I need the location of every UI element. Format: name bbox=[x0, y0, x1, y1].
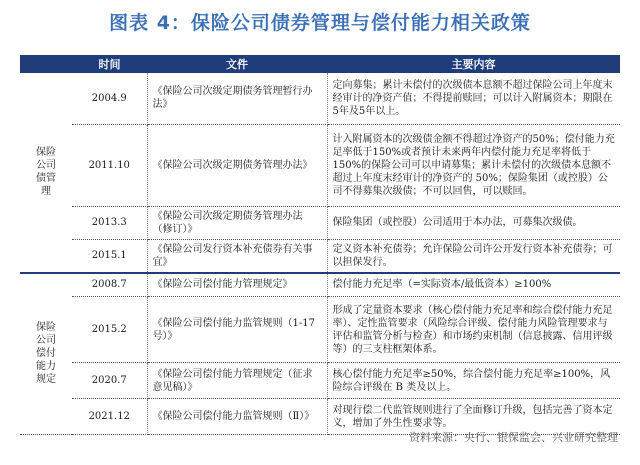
content-cell: 核心偿付能力充足率≥50%，综合偿付能力充足率≥100%，风险综合评级在 B 类及以上。 bbox=[327, 363, 620, 399]
doc-cell: 《保险公司发行资本补充债券有关事宜》 bbox=[147, 239, 327, 273]
year-cell: 2011.10 bbox=[72, 124, 147, 206]
table-row bbox=[20, 124, 620, 206]
year-cell: 2004.9 bbox=[72, 73, 147, 124]
year-cell: 2020.7 bbox=[72, 363, 147, 399]
content-cell: 保险集团（或控股）公司适用于本办法，可募集次级债。 bbox=[327, 206, 620, 239]
table-header-row bbox=[20, 55, 620, 73]
table-row bbox=[20, 73, 620, 124]
table-row bbox=[20, 297, 620, 363]
figure-title: 图表 4：保险公司债券管理与偿付能力相关政策 bbox=[109, 12, 531, 34]
content-cell: 对现行偿二代监管规则进行了全面修订升级，包括完善了资本定义，增加了外生性要求等。 bbox=[327, 399, 620, 435]
year-cell: 2008.7 bbox=[72, 273, 147, 297]
table-row bbox=[20, 273, 620, 297]
table-row bbox=[20, 206, 620, 239]
year-cell: 2021.12 bbox=[72, 399, 147, 435]
content-cell: 定义资本补充债券；允许保险公司许公开发行资本补充债券；可以担保发行。 bbox=[327, 239, 620, 273]
content-cell: 定向募集；累计未偿付的次级债本息额不超过保险公司上年度末经审计的净资产值；不得提前赎回；可以计入附属资本；期限在5年及5年以上。 bbox=[327, 73, 620, 124]
year-cell: 2015.1 bbox=[72, 239, 147, 273]
doc-cell: 《保险公司偿付能力管理规定（征求意见稿）》 bbox=[147, 363, 327, 399]
content-cell: 形成了定量资本要求（核心偿付能力充足率和综合偿付能力充足率）、定性监管要求（风险综合评级、偿付能力风险管理要求与评估和监管分析与检查）和市场约束机制（信息披露、信用评级等）的三支柱框架体系。 bbox=[327, 297, 620, 363]
table-row bbox=[20, 239, 620, 273]
doc-cell: 《保险公司偿付能力监管规则（1-17号）》 bbox=[147, 297, 327, 363]
category-cell bbox=[20, 73, 72, 273]
category-cell bbox=[20, 273, 72, 435]
doc-cell: 《保险公司次级定期债务管理办法》 bbox=[147, 124, 327, 206]
doc-cell: 《保险公司偿付能力监管规则（Ⅱ）》 bbox=[147, 399, 327, 435]
header-content: 主要内容 bbox=[327, 55, 620, 73]
year-cell: 2015.2 bbox=[72, 297, 147, 363]
table-row bbox=[20, 363, 620, 399]
category-label: 保险公司偿付能力规定 bbox=[36, 322, 56, 386]
content-cell: 偿付能力充足率（=实际资本/最低资本）≥100% bbox=[327, 273, 620, 297]
doc-cell: 《保险公司次级定期债务管理暂行办法》 bbox=[147, 73, 327, 124]
header-doc: 文件 bbox=[147, 55, 327, 73]
category-label: 保险公司债管理 bbox=[36, 147, 56, 198]
doc-cell: 《保险公司次级定期债务管理办法（修订）》 bbox=[147, 206, 327, 239]
year-cell: 2013.3 bbox=[72, 206, 147, 239]
header-category bbox=[20, 55, 72, 73]
doc-cell: 《保险公司偿付能力管理规定》 bbox=[147, 273, 327, 297]
header-time: 时间 bbox=[72, 55, 147, 73]
source-note: 资料来源：央行、银保监会、兴业研究整理 bbox=[409, 431, 618, 444]
policy-table bbox=[20, 55, 620, 435]
content-cell: 计入附属资本的次级债金额不得超过净资产的50%；偿付能力充足率低于150%或者预计未来两年内偿付能力充足率将低于150%的保险公司可以申请募集；累计未偿付的次级债本息额不超过上年度末经审计的净资产的 50%；保险集团（或控股）公司不得募集次级债；不可以回售，可以赎回。 bbox=[327, 124, 620, 206]
